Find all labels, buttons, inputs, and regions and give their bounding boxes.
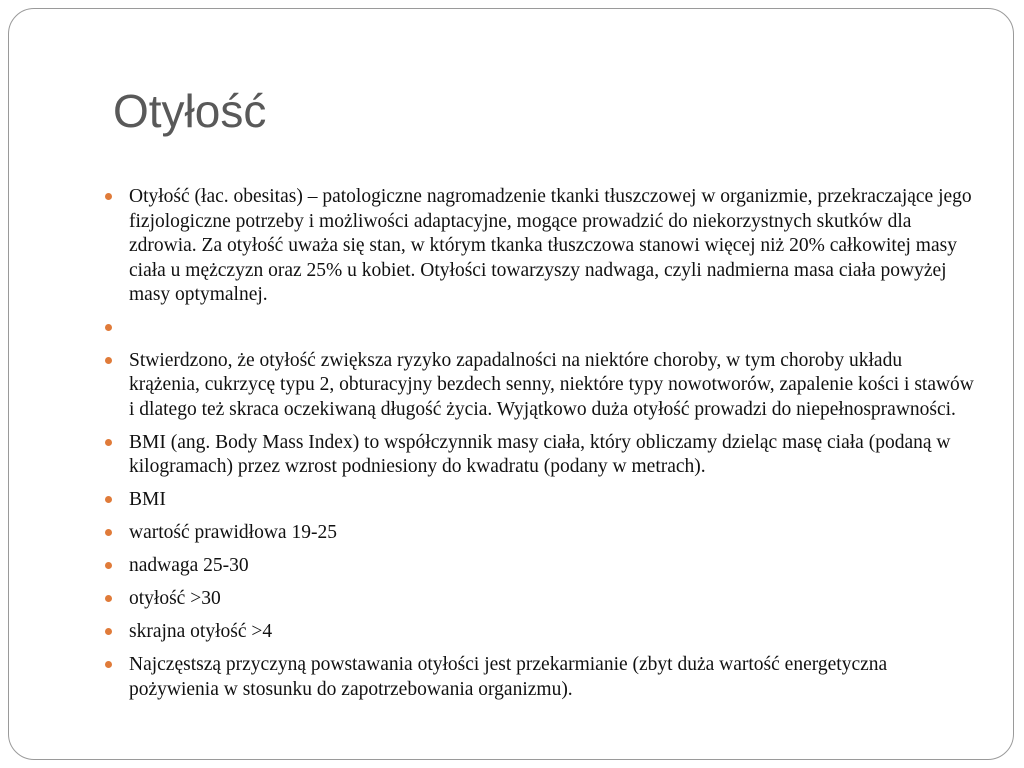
bullet-text: nadwaga 25-30 — [129, 555, 249, 576]
slide-title: Otyłość — [113, 85, 267, 137]
bullet-item — [105, 587, 975, 612]
bullet-item — [105, 620, 975, 645]
bullet-dot-icon — [105, 628, 112, 635]
bullet-item — [105, 488, 975, 513]
bullet-text: Otyłość (łac. obesitas) – patologiczne nagromadzenie tkanki tłuszczowej w organizmie, przekraczające jego fizjologiczne potrzeby i możliwości adaptacyjne, mogące prowadzić do niekorzystnych skutków dla zdrowia. Za otyłość uważa się stan, w którym tkanka tłuszczowa stanowi więcej niż 20% całkowitej masy ciała u mężczyzn oraz 25% u kobiet. Otyłości towarzyszy nadwaga, czyli nadmierna masa ciała powyżej masy optymalnej. — [129, 186, 972, 305]
bullet-text: Najczęstszą przyczyną powstawania otyłości jest przekarmianie (zbyt duża wartość energetyczna pożywienia w stosunku do zapotrzebowania organizmu). — [129, 654, 888, 700]
bullet-dot-icon — [105, 562, 112, 569]
bullet-dot-icon — [105, 529, 112, 536]
bullet-item — [105, 521, 975, 546]
bullet-text: wartość prawidłowa 19-25 — [129, 522, 337, 543]
bullet-item — [105, 316, 975, 340]
bullet-text: Stwierdzono, że otyłość zwiększa ryzyko zapadalności na niektóre choroby, w tym choroby układu krążenia, cukrzycę typu 2, obturacyjny bezdech senny, niektóre typy nowotworów, zapalenie kości i stawów i dlatego też skraca oczekiwaną długość życia. Wyjątkowo duża otyłość prowadzi do niepełnosprawności. — [129, 349, 974, 420]
bullet-item — [105, 185, 975, 308]
bullet-item — [105, 653, 975, 702]
bullet-list — [105, 185, 975, 711]
bullet-item — [105, 431, 975, 480]
bullet-item — [105, 349, 975, 423]
bullet-item — [105, 554, 975, 579]
bullet-dot-icon — [105, 496, 112, 503]
bullet-text: BMI — [129, 489, 166, 510]
bullet-text: skrajna otyłość >4 — [129, 621, 273, 642]
bullet-dot-icon — [105, 595, 112, 602]
bullet-dot-icon — [105, 324, 112, 331]
bullet-dot-icon — [105, 661, 112, 668]
bullet-dot-icon — [105, 357, 112, 364]
bullet-text: BMI (ang. Body Mass Index) to współczynnik masy ciała, który obliczamy dzieląc masę ciała (podaną w kilogramach) przez wzrost podniesiony do kwadratu (podany w metrach). — [129, 431, 951, 477]
bullet-dot-icon — [105, 439, 112, 446]
bullet-text: otyłość >30 — [129, 588, 221, 609]
bullet-dot-icon — [105, 193, 112, 200]
